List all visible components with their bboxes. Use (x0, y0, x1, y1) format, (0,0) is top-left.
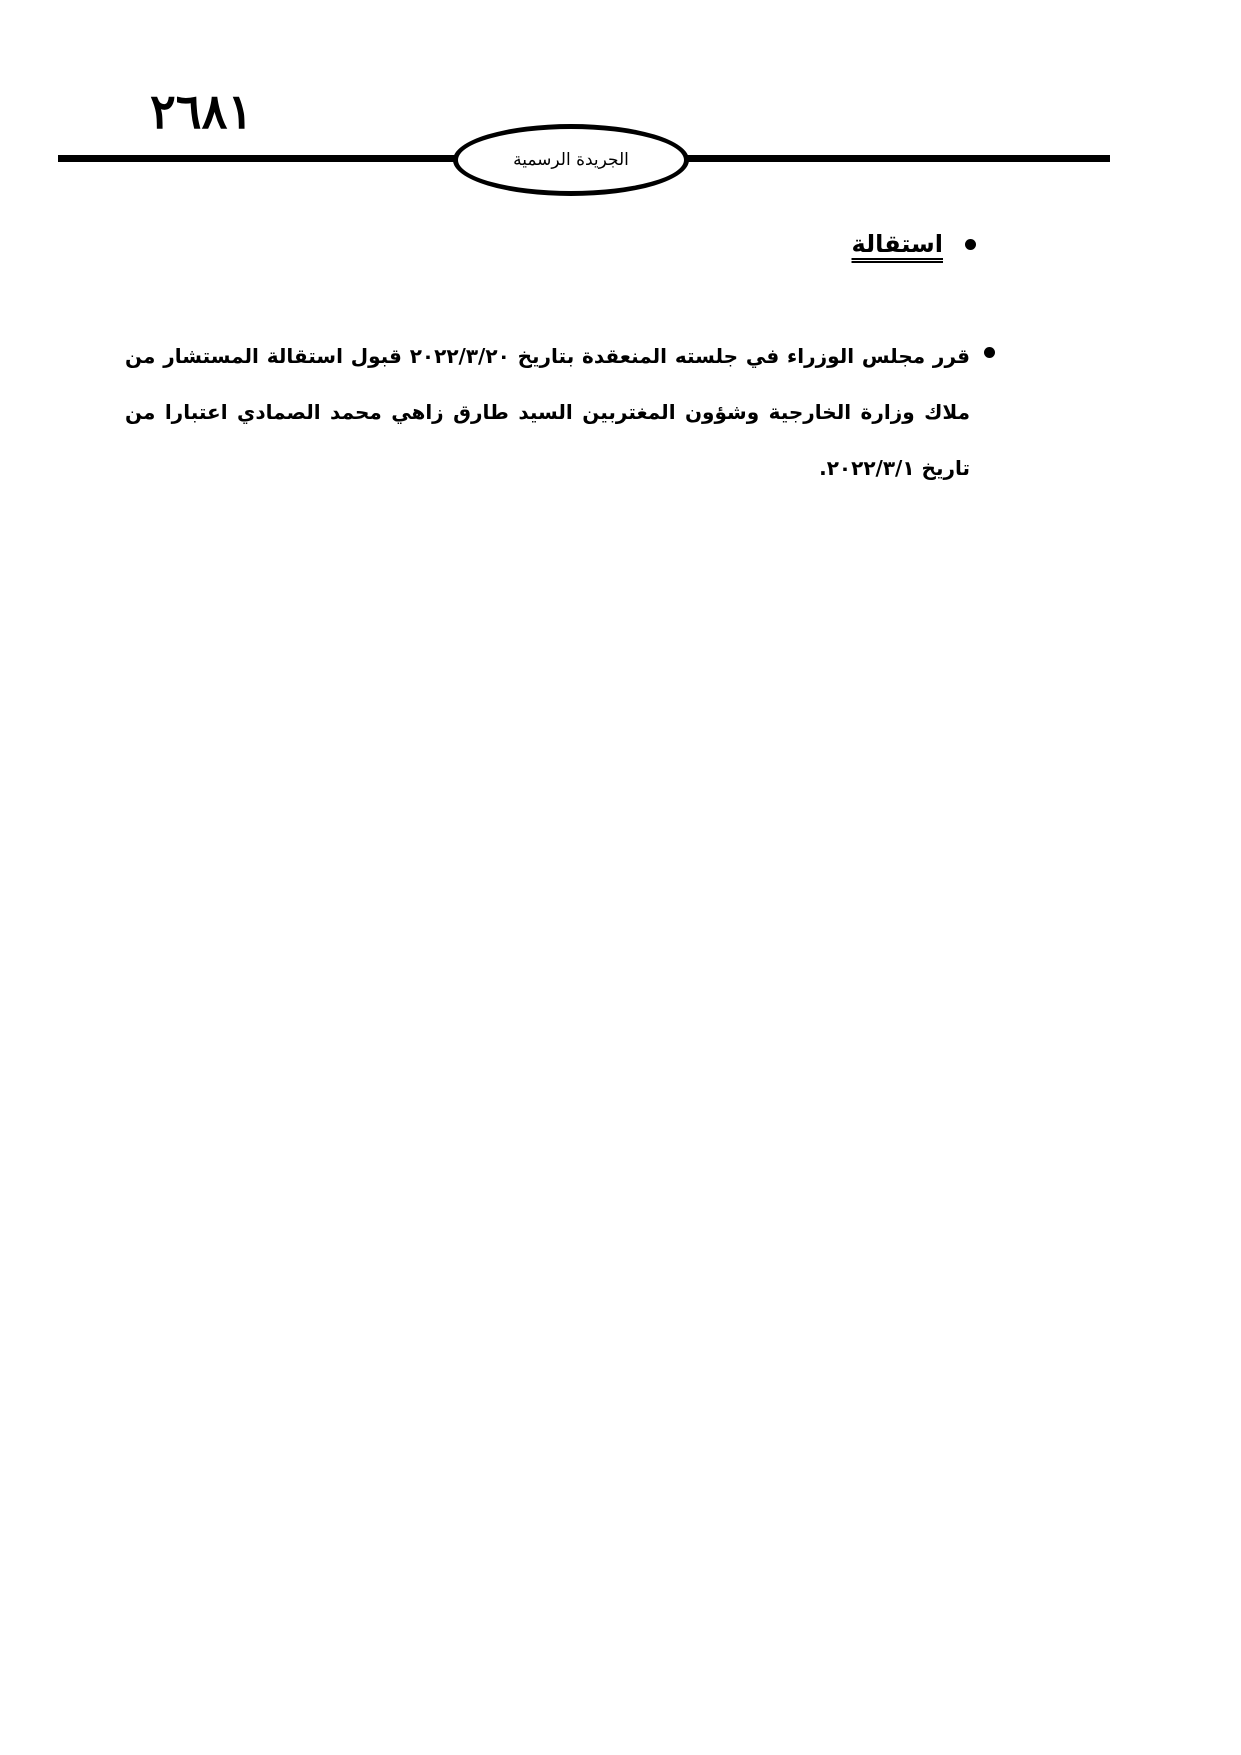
bullet-icon (965, 239, 976, 250)
header-oval-badge (453, 124, 689, 196)
bullet-icon (984, 347, 995, 358)
gazette-title: الجريدة الرسمية (513, 149, 629, 170)
section-heading-text: استقالة (851, 230, 943, 258)
page-number: ٢٦٨١ (150, 84, 254, 140)
resolution-text: قرر مجلس الوزراء في جلسته المنعقدة بتاريخ ٢٠٢٢/٣/٢٠ قبول استقالة المستشار من ملاك وزارة الخارجية وشؤون المغتربين السيد طارق زاهي محمد الصمادي اعتبارا من تاريخ ٢٠٢٢/٣/١. (125, 344, 970, 480)
section-heading (852, 230, 976, 259)
resolution-item (125, 328, 995, 496)
